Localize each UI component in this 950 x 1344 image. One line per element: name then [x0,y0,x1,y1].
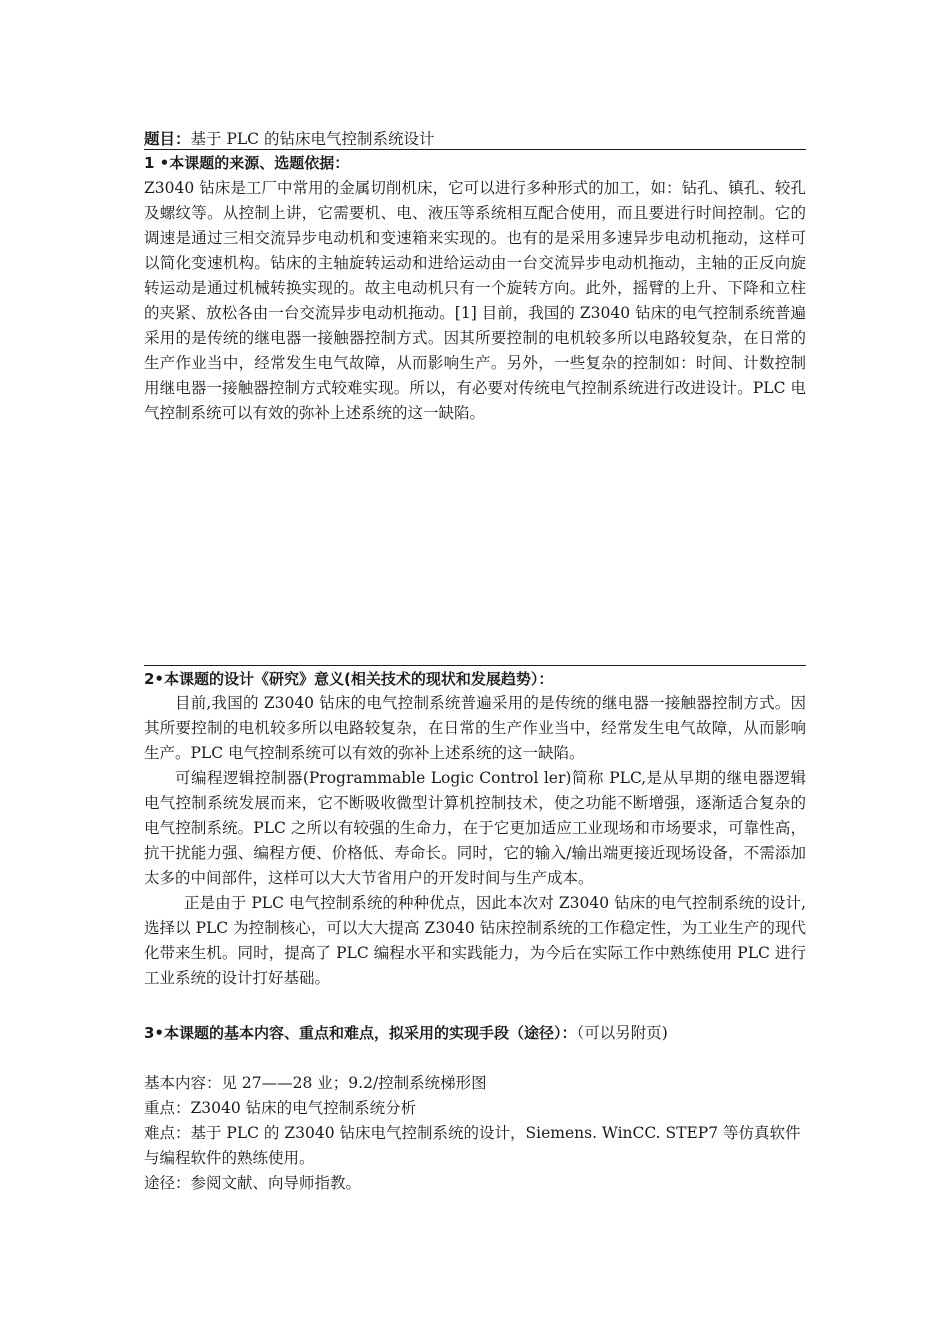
section2-paragraph: 可编程逻辑控制器(Programmable Logic Control ler)简称 PLC,是从早期的继电器逻辑电气控制系统发展而来，它不断吸收微型计算机控制技术，使之功能不断增强，逐渐适合复杂的电气控制系统。PLC 之所以有较强的生命力，在于它更加适应工业现场和市场要求，可靠性高，抗干扰能力强、编程方便、价格低、寿命长。同时，它的输入/输出端更接近现场设备，不需添加太多的中间部件，这样可以大大节省用户的开发时间与生产成本。 [144,769,806,887]
document-title [144,129,806,150]
section1-heading: 1 •本课题的来源、选题依据： [144,154,350,172]
section3-heading-block [144,1021,744,1046]
section2-paragraph: 目前,我国的 Z3040 钻床的电气控制系统普遍采用的是传统的继电器一接触器控制方式。因其所要控制的电机较多所以电路较复杂，在日常的生产作业当中，经常发生电气故障，从而影响生产。PLC 电气控制系统可以有效的弥补上述系统的这一缺陷。 [144,694,806,762]
section1-body: Z3040 钻床是工厂中常用的金属切削机床，它可以进行多种形式的加工，如：钻孔、镇孔、较孔及螺纹等。从控制上讲，它需要机、电、液压等系统相互配合使用，而且要进行时间控制。它的调速是通过三相交流异步电动机和变速箱来实现的。也有的是采用多速异步电动机拖动，这样可以简化变速机构。钻床的主轴旋转运动和进给运动由一台交流异步电动机拖动，主轴的正反向旋转运动是通过机械转换实现的。故主电动机只有一个旋转方向。此外，摇臂的上升、下降和立柱的夹紧、放松各由一台交流异步电动机拖动。[1] 目前，我国的 Z3040 钻床的电气控制系统普遍采用的是传统的继电器一接触器控制方式。因其所要控制的电机较多所以电路较复杂，在日常的生产作业当中，经常发生电气故障，从而影响生产。另外，一些复杂的控制如：时间、计数控制用继电器一接触器控制方式较难实现。所以，有必要对传统电气控制系统进行改进设计。PLC 电气控制系统可以有效的弥补上述系统的这一缺陷。 [144,179,806,422]
section3-line-basic-content: 基本内容：见 27——28 业；9.2/控制系统梯形图 [144,1074,487,1092]
title-label: 题目： [144,130,191,148]
section3-heading-note: （可以另附页) [576,1024,668,1042]
section3-line-difficulty: 难点：基于 PLC 的 Z3040 钻床电气控制系统的设计，Siemens. WinCC. STEP7 等仿真软件与编程软件的熟练使用。 [144,1124,801,1167]
section3-line-key-point: 重点：Z3040 钻床的电气控制系统分析 [144,1099,417,1117]
title-text: 基于 PLC 的钻床电气控制系统设计 [190,130,435,148]
section2-heading: 2•本课题的设计《研究》意义(相关技术的现状和发展趋势）： [144,670,554,688]
section3-line-approach: 途径：参阅文献、向导师指教。 [144,1174,362,1192]
section3-heading: 3•本课题的基本内容、重点和难点，拟采用的实现手段（途径）： [144,1024,577,1042]
section3-body [144,1071,806,1196]
section2-divider [144,665,806,666]
section2-paragraph: 正是由于 PLC 电气控制系统的种种优点，因此本次对 Z3040 钻床的电气控制系统的设计,选择以 PLC 为控制核心，可以大大提高 Z3040 钻床控制系统的工作稳定性，为工业生产的现代化带来生机。同时，提高了 PLC 编程水平和实践能力，为今后在实际工作中熟练使用 PLC 进行工业系统的设计打好基础。 [144,894,806,987]
section2-body [144,691,806,991]
